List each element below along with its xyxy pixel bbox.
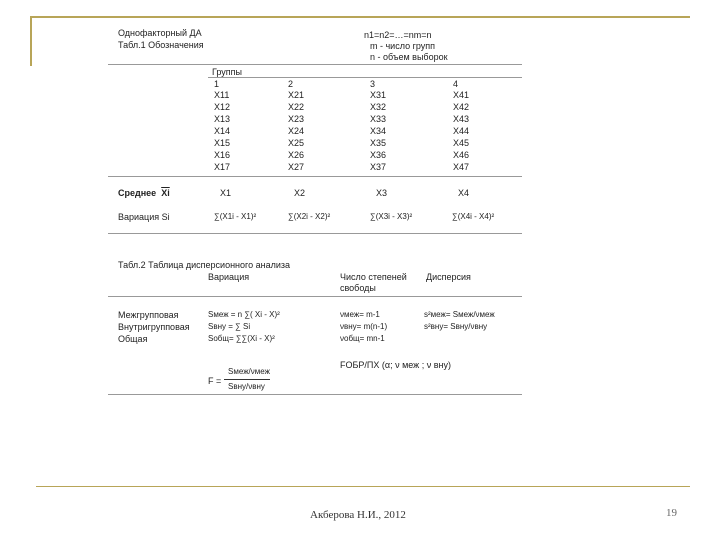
bottom-border <box>36 486 690 487</box>
footer-author: Акберова Н.И., 2012 <box>310 509 406 521</box>
mean-cell: X1 <box>220 188 232 198</box>
row-name: Общая <box>118 334 148 344</box>
table1-cell: X11 <box>214 90 230 100</box>
doc-title: Однофакторный ДА <box>118 28 202 38</box>
row-name: Межгрупповая <box>118 310 179 320</box>
table1-cell: X17 <box>214 162 231 172</box>
row-formula: Sмеж = n ∑( Xi - X)² <box>208 310 280 319</box>
table1-cell: X32 <box>370 102 387 112</box>
fobr-formula: FОБР/ПХ (α; ν меж ; ν вну) <box>340 360 451 370</box>
variation-cell: ∑(X1i - X1)² <box>214 212 257 221</box>
row-formula: Sвну = ∑ Si <box>208 322 251 331</box>
col-header: 4 <box>453 79 459 89</box>
table1-cell: X25 <box>288 138 305 148</box>
table1-cell: X34 <box>370 126 387 136</box>
table1-cell: X22 <box>288 102 305 112</box>
table1-cell: X43 <box>453 114 470 124</box>
col-header: 2 <box>288 79 294 89</box>
left-border <box>30 16 32 66</box>
mean-cell: X3 <box>376 188 388 198</box>
mean-cell: X2 <box>294 188 306 198</box>
f-denominator: Sвну/νвну <box>228 382 265 391</box>
table1-cell: X45 <box>453 138 470 148</box>
row-formula: Sобщ= ∑∑(Xi - X)² <box>208 334 275 343</box>
variation-cell: ∑(X2i - X2)² <box>288 212 331 221</box>
fraction-bar <box>224 379 270 380</box>
row-df: νмеж= m-1 <box>340 310 380 319</box>
table1-cell: X31 <box>370 90 387 100</box>
row-disp: s²вну= Sвну/νвну <box>424 322 488 331</box>
table1-cell: X27 <box>288 162 305 172</box>
table1-cell: X26 <box>288 150 305 160</box>
variation-label: Вариация Si <box>118 212 170 222</box>
table1-cell: X41 <box>453 90 470 100</box>
slide-content <box>108 24 528 396</box>
table1-cell: X36 <box>370 150 387 160</box>
f-label: F = <box>208 376 222 386</box>
table2-title: Табл.2 Таблица дисперсионного анализа <box>118 260 291 270</box>
table1-cell: X23 <box>288 114 305 124</box>
col-header: 3 <box>370 79 376 89</box>
table1-cell: X21 <box>288 90 305 100</box>
col-df: Число степеней <box>340 272 407 282</box>
row-df: νобщ= mn-1 <box>340 334 385 343</box>
table1-cell: X47 <box>453 162 470 172</box>
n-definition: n - объем выборок <box>370 52 448 62</box>
table1-cell: X24 <box>288 126 305 136</box>
equal-sizes: n1=n2=…=nm=n <box>364 30 432 40</box>
rule <box>108 176 522 177</box>
page-number: 19 <box>666 507 677 519</box>
table1-cell: X46 <box>453 150 470 160</box>
col-header: 1 <box>214 79 220 89</box>
table1-cell: X12 <box>214 102 231 112</box>
row-name: Внутригрупповая <box>118 322 190 332</box>
mean-cell: X4 <box>458 188 470 198</box>
row-disp: s²меж= Sмеж/νмеж <box>424 310 495 319</box>
f-numerator: Sмеж/νмеж <box>228 367 270 376</box>
table1-cell: X37 <box>370 162 387 172</box>
col-variation: Вариация <box>208 272 250 282</box>
rule <box>108 296 522 297</box>
groups-label: Группы <box>212 67 242 77</box>
table1-cell: X42 <box>453 102 470 112</box>
top-border <box>30 16 690 18</box>
variation-cell: ∑(X3i - X3)² <box>370 212 413 221</box>
rule <box>108 64 522 65</box>
col-df-2: свободы <box>340 283 376 293</box>
table1-cell: X33 <box>370 114 387 124</box>
table1-title: Табл.1 Обозначения <box>118 40 204 50</box>
variation-cell: ∑(X4i - X4)² <box>452 212 495 221</box>
m-definition: m - число групп <box>370 41 436 51</box>
table1-cell: X44 <box>453 126 470 136</box>
table1-cell: X15 <box>214 138 231 148</box>
mean-label: Среднее $\overline{Xi}$ <box>118 188 170 198</box>
rule <box>108 394 522 395</box>
table1-cell: X35 <box>370 138 387 148</box>
rule <box>108 233 522 234</box>
row-df: νвну= m(n-1) <box>340 322 388 331</box>
col-dispersion: Дисперсия <box>426 272 471 282</box>
table1-cell: X16 <box>214 150 231 160</box>
table1-cell: X14 <box>214 126 231 136</box>
rule <box>208 77 522 78</box>
table1-cell: X13 <box>214 114 231 124</box>
